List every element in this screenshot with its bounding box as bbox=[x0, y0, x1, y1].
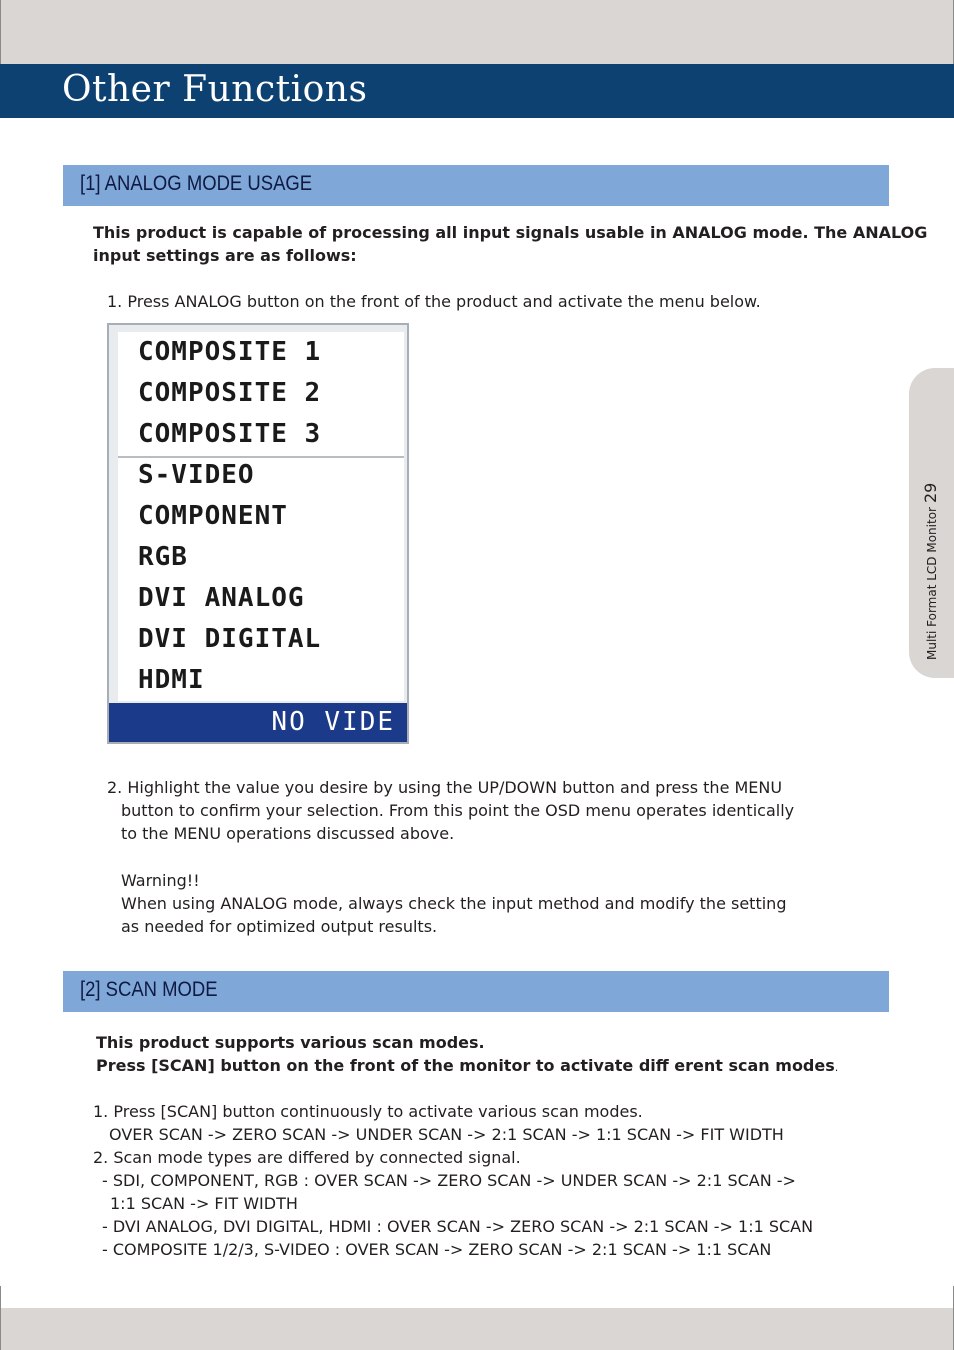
crop-mark bbox=[0, 0, 1, 64]
warning-title: Warning!! bbox=[121, 871, 200, 890]
analog-menu-screenshot bbox=[107, 323, 409, 744]
scan-line-5: 1:1 SCAN -> FIT WIDTH bbox=[110, 1194, 298, 1213]
analog-intro-line-2: input settings are as follows: bbox=[93, 246, 357, 265]
section-header-analog bbox=[63, 165, 889, 206]
section-title: [2] SCAN MODE bbox=[80, 978, 218, 1001]
warning-line-2: as needed for optimized output results. bbox=[121, 917, 438, 936]
scan-line-4: - SDI, COMPONENT, RGB : OVER SCAN -> ZERO SCAN -> UNDER SCAN -> 2:1 SCAN -> bbox=[102, 1171, 796, 1190]
crop-mark bbox=[0, 1286, 1, 1350]
menu-list bbox=[118, 332, 404, 701]
menu-item-hdmi: HDMI bbox=[138, 665, 205, 695]
menu-item-dvi-digital: DVI DIGITAL bbox=[138, 624, 322, 654]
analog-step-2-line-2: button to confirm your selection. From this point the OSD menu operates identically bbox=[121, 801, 795, 820]
menu-status-bar bbox=[109, 703, 407, 742]
scan-line-7: - COMPOSITE 1/2/3, S-VIDEO : OVER SCAN -> ZERO SCAN -> 2:1 SCAN -> 1:1 SCAN bbox=[102, 1240, 772, 1259]
menu-item-component: COMPONENT bbox=[138, 501, 288, 531]
scan-intro-line-1: This product supports various scan modes. bbox=[96, 1033, 485, 1052]
warning-line-1: When using ANALOG mode, always check the input method and modify the setting bbox=[121, 894, 787, 913]
menu-item-composite-2: COMPOSITE 2 bbox=[138, 378, 322, 408]
analog-intro-line-1: This product is capable of processing all input signals usable in ANALOG mode. The ANALOG bbox=[93, 223, 928, 242]
scan-line-2: OVER SCAN -> ZERO SCAN -> UNDER SCAN -> 2:1 SCAN -> 1:1 SCAN -> FIT WIDTH bbox=[109, 1125, 784, 1144]
scan-line-6: - DVI ANALOG, DVI DIGITAL, HDMI : OVER SCAN -> ZERO SCAN -> 2:1 SCAN -> 1:1 SCAN bbox=[102, 1217, 814, 1236]
top-band bbox=[0, 0, 954, 64]
scan-intro-line-2-end: . bbox=[834, 1061, 839, 1074]
header-bar bbox=[0, 64, 954, 118]
scan-line-3: 2. Scan mode types are differed by connected signal. bbox=[93, 1148, 521, 1167]
analog-step-1: 1. Press ANALOG button on the front of the product and activate the menu below. bbox=[107, 292, 761, 311]
analog-step-2-line-1: 2. Highlight the value you desire by using the UP/DOWN button and press the MENU bbox=[107, 778, 783, 797]
bottom-band bbox=[0, 1308, 954, 1350]
side-tab bbox=[909, 368, 954, 678]
menu-item-composite-1: COMPOSITE 1 bbox=[138, 337, 322, 367]
menu-item-dvi-analog: DVI ANALOG bbox=[138, 583, 305, 613]
section-header-scan bbox=[63, 971, 889, 1012]
menu-item-s-video: S-VIDEO bbox=[138, 460, 255, 490]
scan-line-1: 1. Press [SCAN] button continuously to activate various scan modes. bbox=[93, 1102, 643, 1121]
side-tab-text bbox=[921, 483, 940, 660]
menu-item-composite-3: COMPOSITE 3 bbox=[138, 419, 322, 449]
product-name: Multi Format LCD Monitor bbox=[925, 507, 939, 660]
page-title: Other Functions bbox=[62, 69, 368, 110]
scan-intro-line-2 bbox=[96, 1054, 838, 1079]
page-number: 29 bbox=[921, 482, 940, 504]
section-title: [1] ANALOG MODE USAGE bbox=[80, 172, 313, 195]
menu-status-text: NO VIDE bbox=[271, 707, 395, 737]
scan-intro-line-2-text: Press [SCAN] button on the front of the monitor to activate diff erent scan modes bbox=[96, 1056, 835, 1075]
menu-item-rgb: RGB bbox=[138, 542, 188, 572]
analog-step-2-line-3: to the MENU operations discussed above. bbox=[121, 824, 455, 843]
